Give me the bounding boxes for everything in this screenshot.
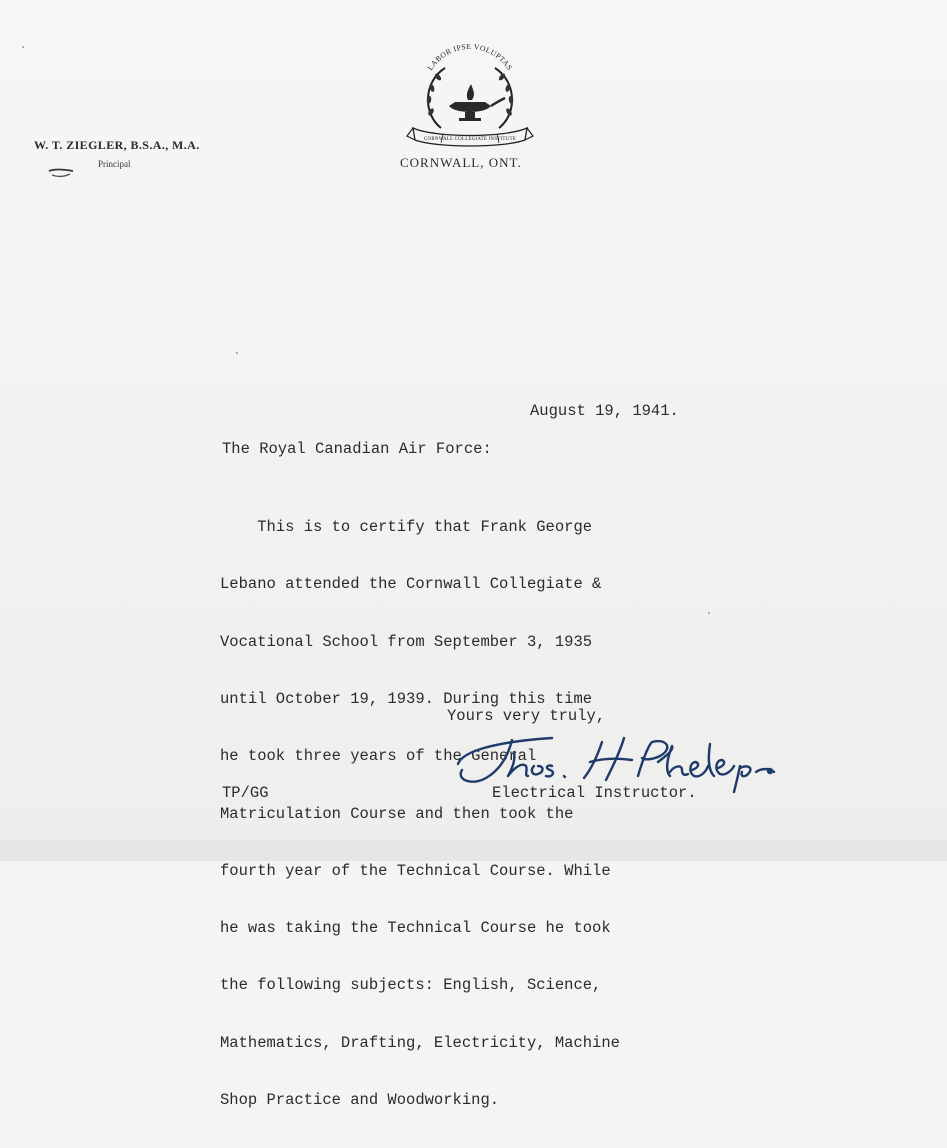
paper-speck [236,352,238,354]
body-line: This is to certify that Frank George [220,518,593,537]
signer-title: Electrical Instructor. [492,784,697,802]
paper-speck [22,46,24,48]
paper-speck [708,612,710,614]
body-line: he was taking the Technical Course he took [220,919,611,938]
body-line: until October 19, 1939. During this time [220,690,593,709]
school-location: CORNWALL, ONT. [400,155,522,170]
letter-body [220,480,620,1148]
svg-text:LABOR IPSE VOLUPTAS: LABOR IPSE VOLUPTAS [425,42,515,72]
letter-date: August 19, 1941. [530,402,679,420]
principal-title: Principal [98,159,131,169]
body-line: fourth year of the Technical Course. While [220,861,611,880]
body-line: Vocational School from September 3, 1935 [220,632,593,651]
reference-initials: TP/GG [222,784,269,802]
school-crest-icon [405,42,535,152]
body-line: Mathematics, Drafting, Electricity, Machine [220,1033,620,1052]
body-line: Matriculation Course and then took the [220,804,574,823]
letter-salutation: The Royal Canadian Air Force: [222,440,492,458]
body-line: he took three years of the General [220,747,537,766]
principal-name: W. T. ZIEGLER, B.S.A., M.A. [34,138,200,152]
body-line: Shop Practice and Woodworking. [220,1091,500,1109]
body-line: Lebano attended the Cornwall Collegiate & [220,575,602,594]
letter-closing: Yours very truly, [447,707,606,725]
ink-mark-icon [48,166,74,180]
body-line: the following subjects: English, Science, [220,976,602,995]
svg-text:CORNWALL COLLEGIATE INSTITUTE: CORNWALL COLLEGIATE INSTITUTE [424,137,516,142]
